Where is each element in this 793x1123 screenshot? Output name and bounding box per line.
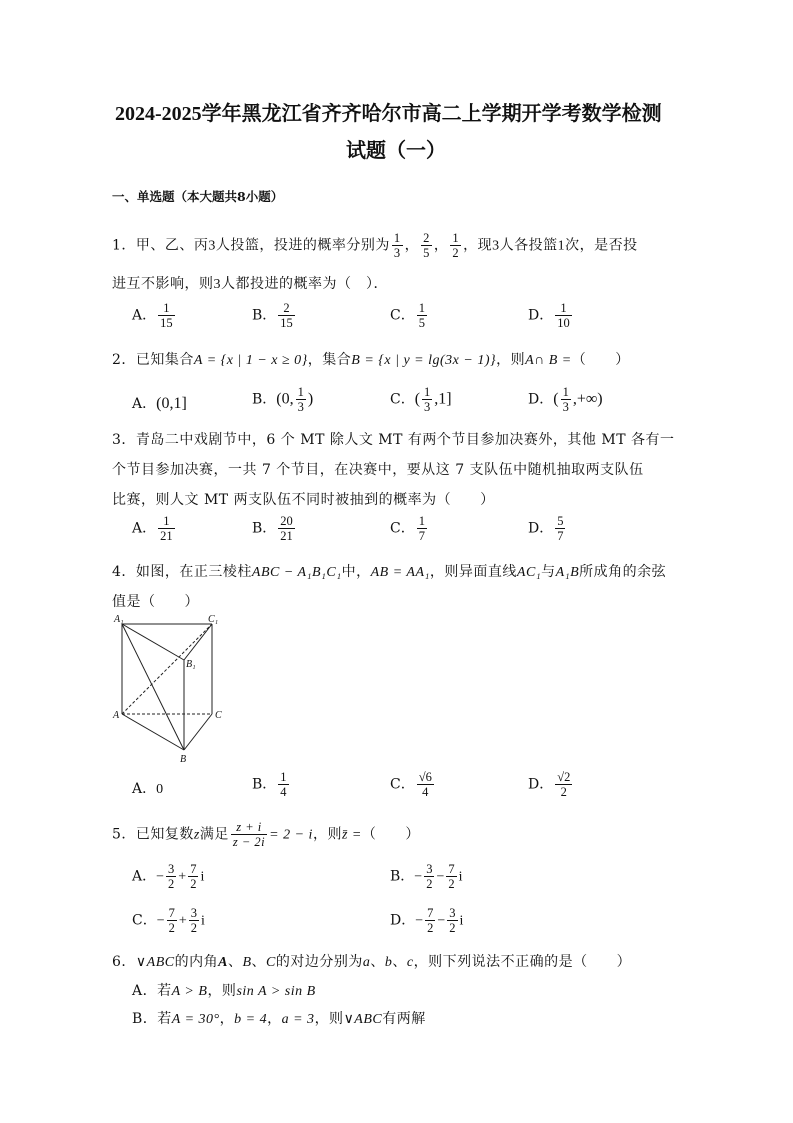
label-C1: C₁	[208, 614, 219, 625]
fraction: $\frac{1}{2}$	[452, 231, 460, 260]
q5-option-b: B．− $\frac{3}{2}$ − $\frac{7}{2}$ i	[390, 862, 463, 891]
q5-option-a: A．− $\frac{3}{2}$ + $\frac{7}{2}$ i	[132, 862, 205, 891]
q3-option-a: A． $\frac{1}{21}$	[132, 514, 173, 543]
question-3-line2: 个节目参加决赛，一共 7 个节目，在决赛中，要从这 7 支队伍中随机抽取两支队伍	[112, 462, 644, 478]
label-C: C	[215, 710, 222, 721]
q2-option-b: B．(0, $\frac{1}{3}$ )	[252, 385, 314, 414]
q2-option-a: A．(0,1]	[132, 395, 187, 412]
q5-option-c: C．− $\frac{7}{2}$ + $\frac{3}{2}$ i	[132, 906, 205, 935]
q2-option-c: C．( $\frac{1}{3}$ ,1]	[390, 385, 452, 414]
q6-option-b: B．若A = 30°，b = 4，a = 3，则∨ABC有两解	[132, 1011, 426, 1027]
q3-option-d: D． $\frac{5}{7}$	[528, 514, 564, 543]
label-A1: A₁	[114, 614, 124, 625]
page-title-line1: 2024-2025学年黑龙江省齐齐哈尔市高二上学期开学考数学检测	[115, 103, 662, 125]
q4-option-a: A．0	[132, 781, 164, 797]
q4-option-c: C． $\frac{√6}{4}$	[390, 770, 432, 799]
q2-option-d: D．( $\frac{1}{3}$ ,+∞)	[528, 385, 603, 414]
question-2: 2．已知集合A = {x | 1 − x ≥ 0}，集合B = {x | y = lg(3x − 1)}，则A∩ B =（ ）	[112, 352, 630, 368]
question-1-line2: 进互不影响，则3人都投进的概率为（ ）．	[112, 276, 388, 292]
label-B: B	[180, 754, 187, 762]
q1-option-c: C． $\frac{1}{5}$	[390, 301, 425, 330]
q4-option-b: B． $\frac{1}{4}$	[252, 770, 287, 799]
q4-option-d: D． $\frac{√2}{2}$	[528, 770, 571, 799]
question-3-line1: 3．青岛二中戏剧节中，6 个 MT 除人文 MT 有两个节目参加决赛外，其他 MT 各有一	[112, 432, 675, 448]
fraction: $\frac{1}{3}$	[393, 231, 401, 260]
q1-option-d: D． $\frac{1}{10}$	[528, 301, 570, 330]
section-header: 一、单选题（本大题共8小题）	[112, 189, 284, 204]
q6-option-a: A．若A > B，则sin A > sin B	[132, 983, 316, 999]
q3-option-b: B． $\frac{20}{21}$	[252, 514, 293, 543]
question-4-line1: 4．如图，在正三棱柱ABC − A₁B₁C₁中，AB = AA₁，则异面直线AC₁与A₁B所成角的余弦	[112, 564, 667, 580]
q3-option-c: C． $\frac{1}{7}$	[390, 514, 425, 543]
question-3-line3: 比赛，则人文 MT 两支队伍不同时被抽到的概率为（ ）	[112, 492, 495, 508]
question-4-line2: 值是（ ）	[112, 594, 199, 610]
label-B1: B₁	[186, 659, 196, 670]
label-A: A	[113, 710, 120, 721]
q5-option-d: D．− $\frac{7}{2}$ − $\frac{3}{2}$ i	[390, 906, 464, 935]
q1-option-a: A． $\frac{1}{15}$	[132, 301, 173, 330]
question-5: 5．已知复数z满足 $\frac{z + i}{z - 2i}$ = 2 − i，则z̄ =（ ）	[112, 820, 420, 849]
q1-option-b: B． $\frac{2}{15}$	[252, 301, 293, 330]
prism-diagram	[112, 612, 232, 762]
fraction: $\frac{2}{5}$	[423, 231, 430, 260]
question-6: 6．∨ABC的内角A、B、C的对边分别为a、b、c，则下列说法不正确的是（ ）	[112, 954, 632, 970]
page-title-line2: 试题（一）	[346, 140, 446, 162]
question-1-line1: 1．甲、乙、丙3人投篮，投进的概率分别为 $\frac{1}{3}$ ， $\frac{2}{5}$ ， $\frac{1}{2}$ ，现3人各投篮1次，是否投	[112, 231, 638, 260]
